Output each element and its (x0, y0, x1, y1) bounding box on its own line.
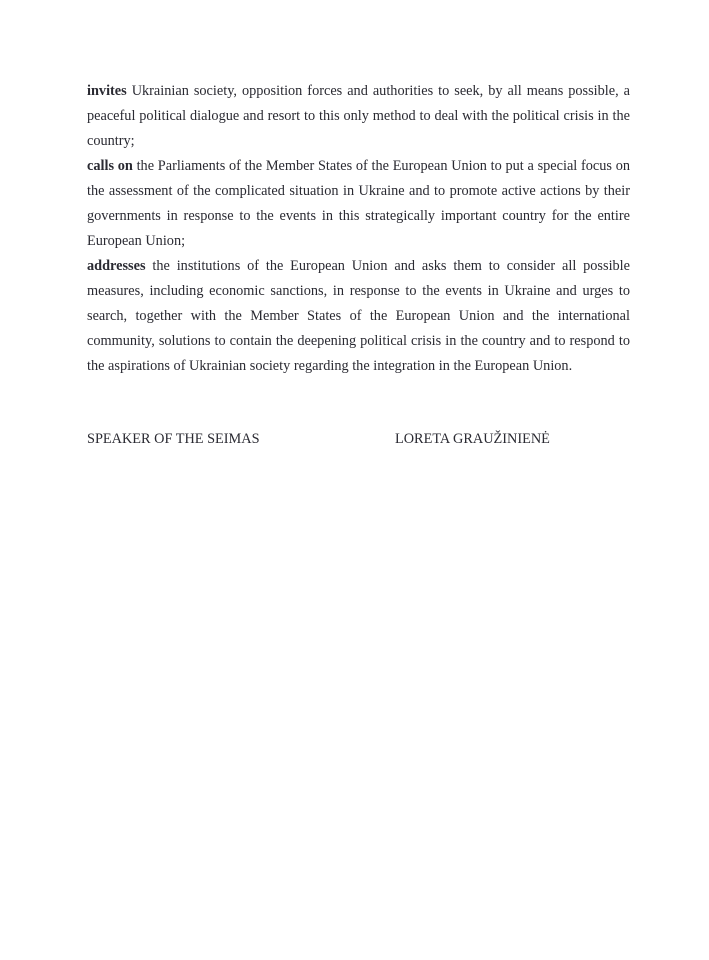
signature-row (87, 427, 630, 452)
paragraph-invites (87, 79, 630, 154)
paragraph-lead-calls-on: calls on (87, 158, 133, 174)
paragraph-text-invites: Ukrainian society, opposition forces and authorities to seek, by all means possible, a peaceful political dialogue and resort to this only method to deal with the political crisis in the country; (87, 83, 630, 149)
paragraph-addresses (87, 254, 630, 379)
paragraph-text-addresses: the institutions of the European Union and asks them to consider all possible measures, including economic sanctions, in response to the events in Ukraine and urges to search, together with the Member States of the European Union and the international community, solutions to contain the deepening political crisis in the country and to respond to the aspirations of Ukrainian society regarding the integration in the European Union. (87, 258, 631, 374)
document-body (0, 0, 709, 452)
signature-title: SPEAKER OF THE SEIMAS (87, 431, 260, 447)
paragraph-text-calls-on: the Parliaments of the Member States of the European Union to put a special focus on the assessment of the complicated situation in Ukraine and to promote active actions by their governments in response to the events in this strategically important country for the entire European Union; (87, 158, 630, 249)
paragraph-calls-on (87, 154, 630, 254)
signature-name: LORETA GRAUŽINIENĖ (395, 431, 550, 447)
paragraph-lead-addresses: addresses (87, 258, 146, 274)
paragraph-lead-invites: invites (87, 83, 127, 99)
